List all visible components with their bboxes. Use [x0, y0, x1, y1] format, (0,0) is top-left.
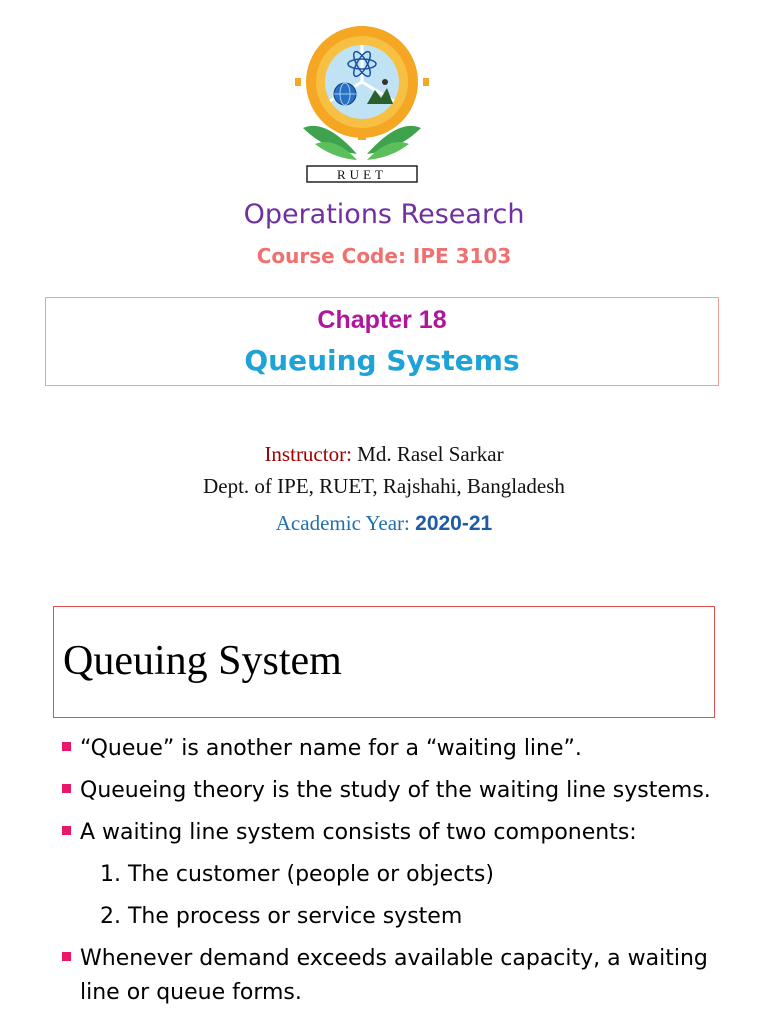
slide-title-box	[53, 606, 715, 718]
bullet-square-icon	[62, 826, 71, 835]
bullet-list	[60, 732, 750, 1018]
chapter-number: Chapter 18	[317, 306, 447, 334]
bullet-square-icon	[62, 784, 71, 793]
academic-year-line	[0, 511, 768, 536]
instructor-name: Md. Rasel Sarkar	[351, 442, 504, 466]
instructor-label: Instructor:	[264, 442, 352, 466]
bullet-square-icon	[62, 742, 71, 751]
chapter-title: Queuing Systems	[244, 344, 520, 377]
chapter-box	[45, 297, 719, 386]
department-line: Dept. of IPE, RUET, Rajshahi, Bangladesh	[203, 474, 565, 498]
svg-text:RUET: RUET	[337, 167, 387, 182]
bullet-square-icon	[62, 952, 71, 961]
ruet-logo	[295, 26, 429, 184]
bullet-item: “Queue” is another name for a “waiting line”.	[60, 732, 750, 766]
bullet-item: Whenever demand exceeds available capacity, a waiting line or queue forms.	[60, 942, 750, 1010]
academic-year-value: 2020-21	[415, 512, 493, 535]
slide-title: Queuing System	[63, 638, 342, 684]
instructor-line	[0, 442, 768, 467]
academic-year-label: Academic Year:	[275, 511, 416, 535]
sub-item: 1. The customer (people or objects)	[100, 862, 494, 887]
bullet-item: A waiting line system consists of two components:	[60, 816, 750, 850]
course-title: Operations Research	[243, 199, 525, 230]
bullet-item: Queueing theory is the study of the waiting line systems.	[60, 774, 750, 808]
course-code: Course Code: IPE 3103	[256, 244, 512, 268]
sub-item: 2. The process or service system	[100, 904, 463, 929]
